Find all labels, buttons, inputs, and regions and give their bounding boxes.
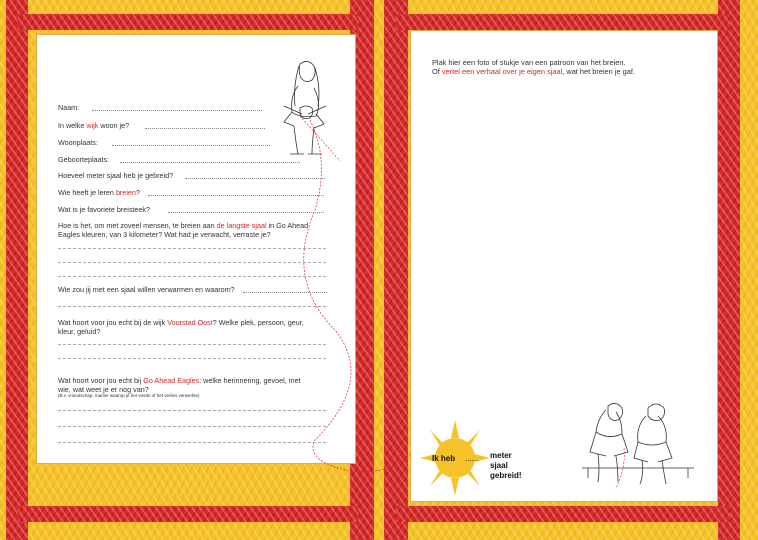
answer-line-breisteek[interactable] (168, 212, 324, 213)
question-voorstad-oost-line2: kleur, geluid? (58, 327, 101, 336)
answer-line-wijk[interactable] (145, 128, 265, 129)
badge-sjaal: sjaal (490, 461, 508, 470)
answer-line-meter[interactable] (185, 178, 325, 179)
answer-rule[interactable] (58, 426, 326, 427)
answer-line-verwarmen[interactable] (243, 292, 327, 293)
answer-line-geboorteplaats[interactable] (120, 162, 300, 163)
answer-rule[interactable] (58, 276, 326, 277)
badge-blank[interactable]: ...... (465, 454, 479, 463)
question-langste-sjaal-line1: Hoe is het, om met zoveel mensen, te breien aan de langste sjaal in Go Ahead (58, 221, 309, 230)
red-knit-band-top-left (18, 14, 358, 30)
answer-rule[interactable] (58, 410, 326, 411)
question-woonplaats: Woonplaats: (58, 138, 98, 147)
answer-line-leren[interactable] (148, 195, 324, 196)
right-intro-line2: Of vertel een verhaal over je eigen sjaal, wat het breien je gaf. (432, 67, 635, 76)
question-go-ahead-eagles-line2: wie, wat weet je er nog van? (58, 385, 149, 394)
answer-rule[interactable] (58, 306, 326, 307)
right-intro-line1: Plak hier een foto of stukje van een patroon van het breien. (432, 58, 626, 67)
question-geboorteplaats: Geboorteplaats: (58, 155, 110, 164)
answer-rule[interactable] (58, 442, 326, 443)
question-go-ahead-eagles-line1: Wat hoort voor jou echt bij Go Ahead Eagles: welke herinnering, gevoel, met (58, 376, 301, 385)
red-knit-band-bottom-left (18, 506, 358, 522)
question-voorstad-oost-line1: Wat hoort voor jou echt bij de wijk Voorstad Oost? Welke plek, persoon, geur, (58, 318, 304, 327)
answer-rule[interactable] (58, 344, 326, 345)
answer-line-name[interactable] (92, 110, 262, 111)
question-name: Naam: (58, 103, 80, 112)
question-go-ahead-eagles-note: (B.v. vriendschap, manier waarop je het vierde of het verlies verwerkte) (58, 393, 200, 398)
question-meter: Hoeveel meter sjaal heb je gebreid? (58, 171, 174, 180)
badge-meter: meter (490, 451, 512, 460)
badge-ik-heb: Ik heb (432, 454, 456, 463)
answer-line-woonplaats[interactable] (112, 145, 270, 146)
red-knit-band-bottom-right (396, 506, 730, 522)
badge-gebreid: gebreid! (490, 471, 522, 480)
question-langste-sjaal-line2: Eagles kleuren, van 3 kilometer? Wat had je verwacht, verraste je? (58, 230, 271, 239)
answer-rule[interactable] (58, 248, 326, 249)
question-leren: Wie heeft je leren breien? (58, 188, 140, 197)
question-wijk: In welke wijk woon je? (58, 121, 130, 130)
two-knitters-illustration (578, 398, 698, 492)
red-knit-band-left (6, 0, 28, 540)
red-knit-band-right (718, 0, 740, 540)
question-verwarmen: Wie zou jij met een sjaal willen verwarmen en waarom? (58, 285, 235, 294)
answer-rule[interactable] (58, 358, 326, 359)
answer-rule[interactable] (58, 262, 326, 263)
question-breisteek: Wat is je favoriete breisteek? (58, 205, 151, 214)
red-knit-band-top-right (396, 14, 730, 30)
